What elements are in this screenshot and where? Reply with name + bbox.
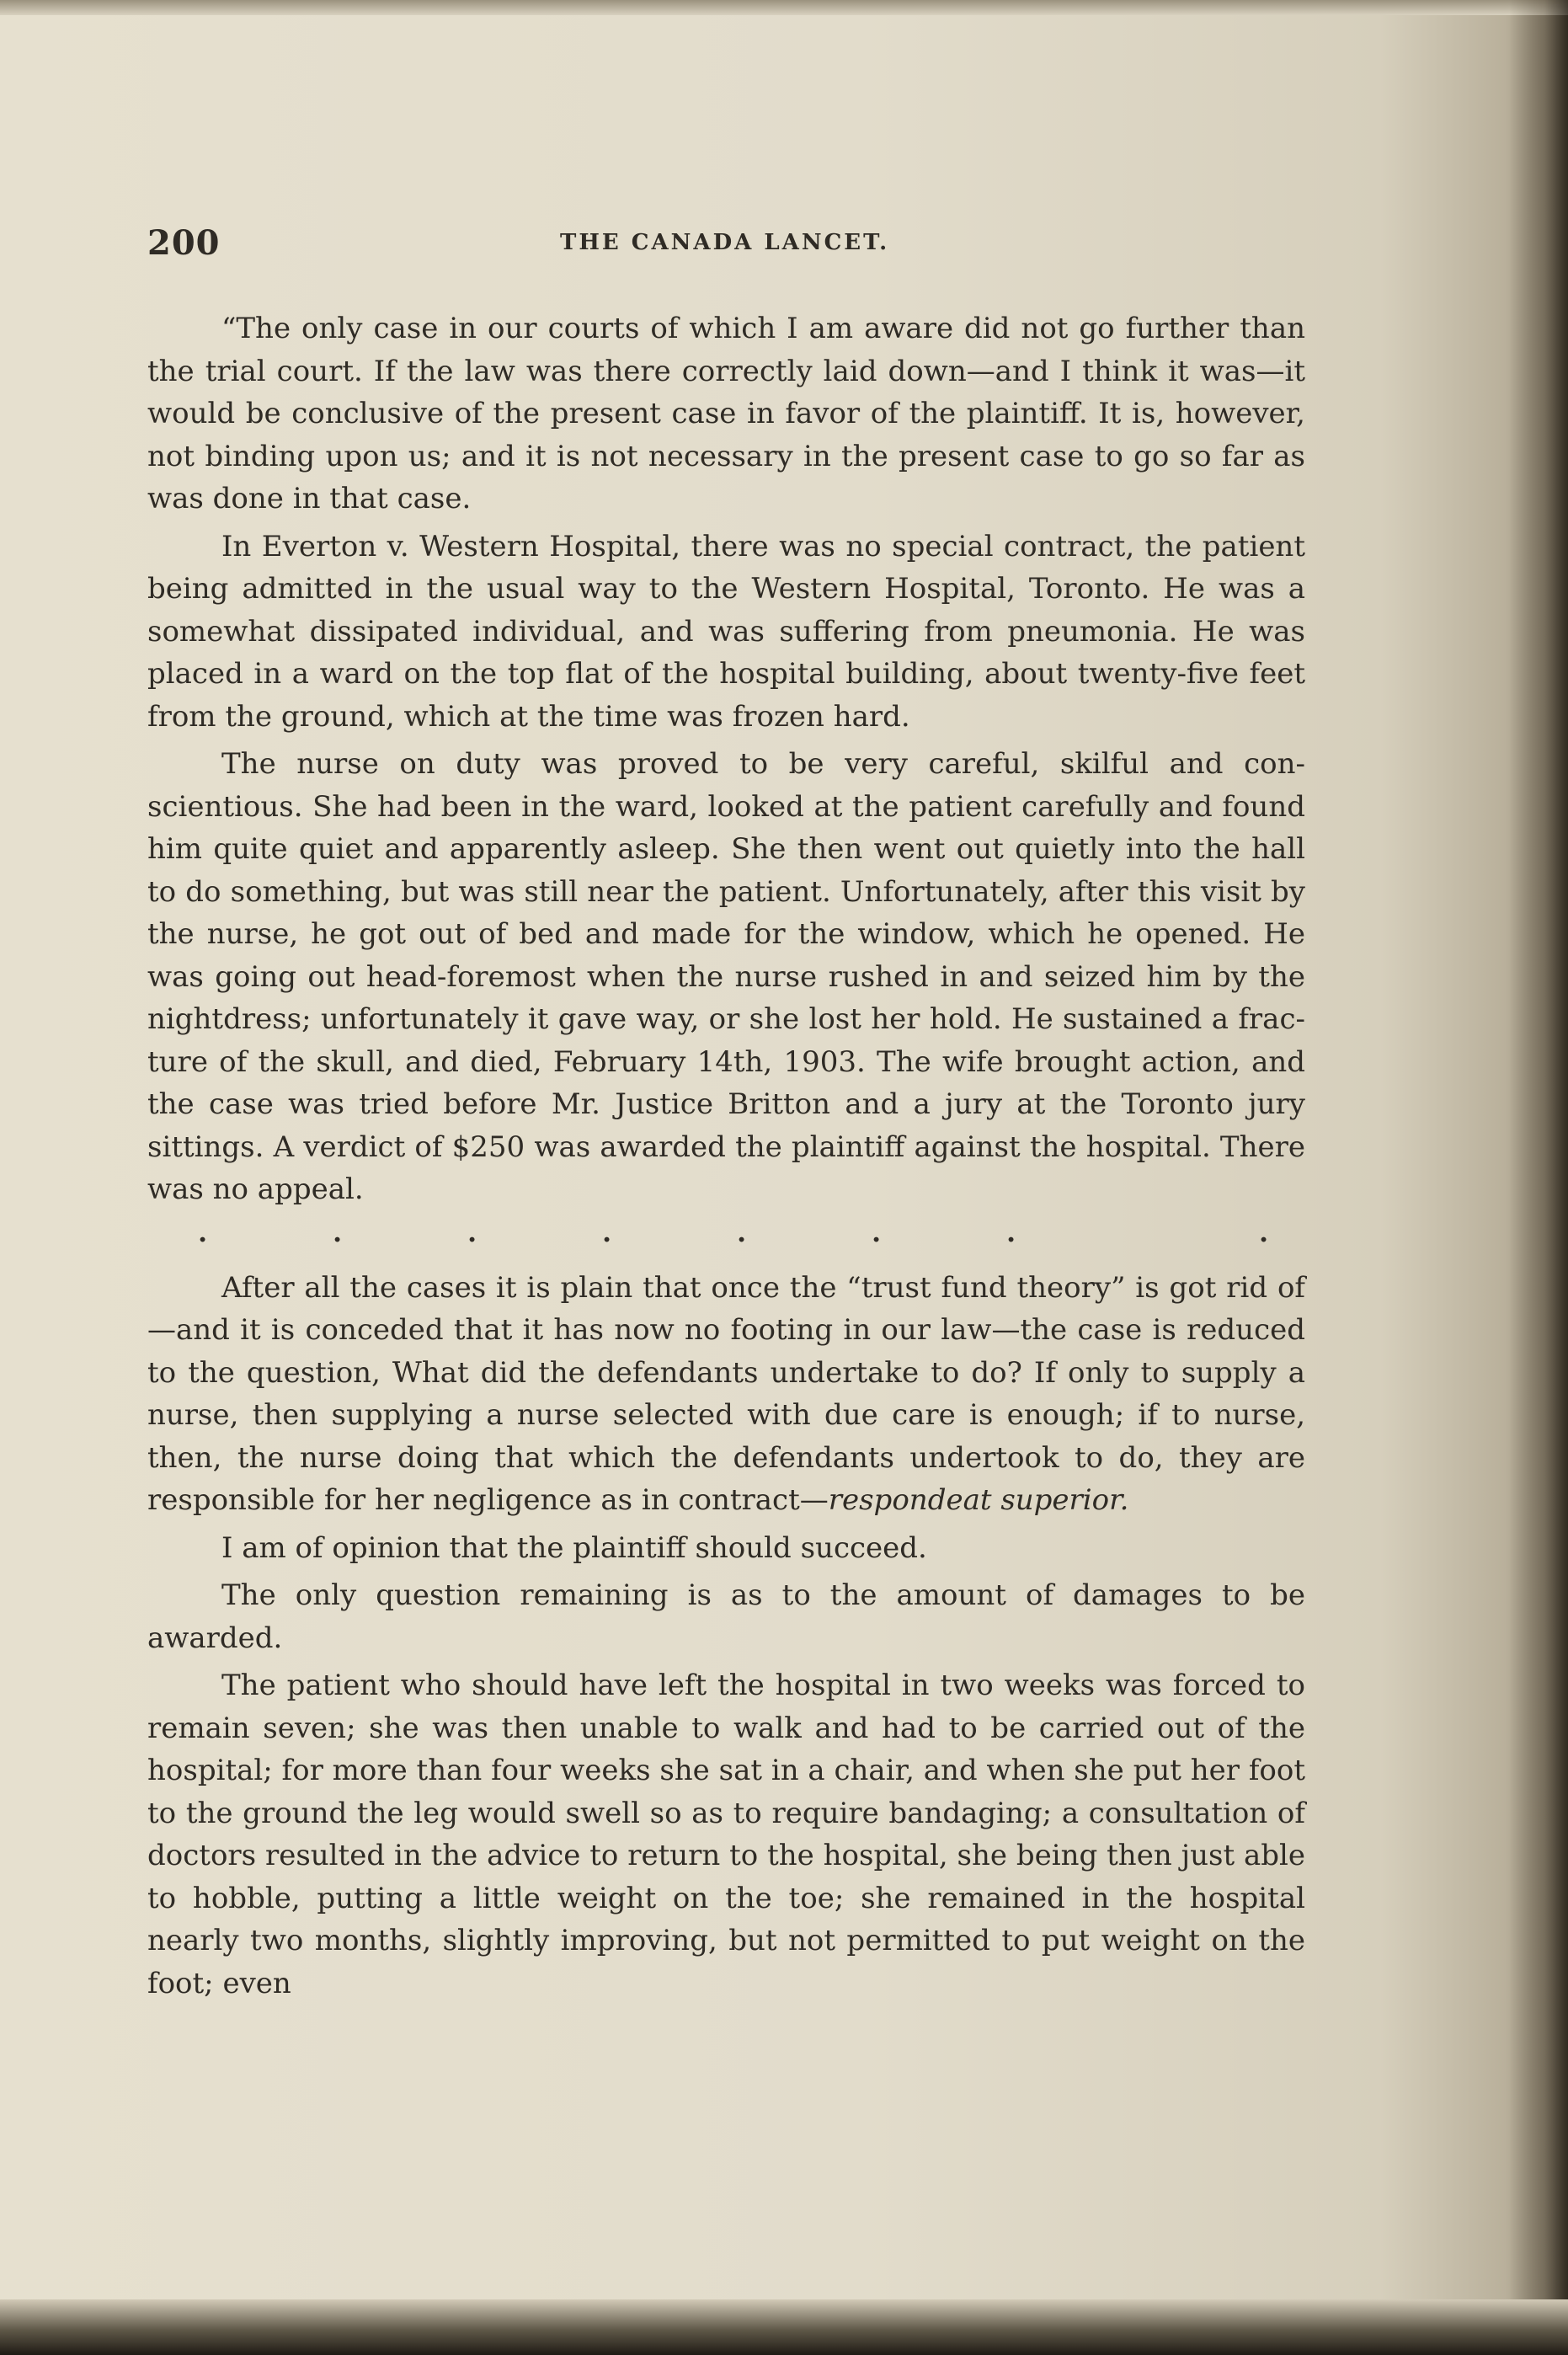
paragraph-4 xyxy=(147,1267,1305,1522)
paragraph-3: The nurse on duty was proved to be very careful, skilful and conscientious. She had been in the ward, looked at the patient carefully and found him quite quiet and apparently asleep. She then went out quietly into the hall to do something, but was still near the patient. Unfortunately, after this visit by the nurse, he got out of bed and made for the window, which he opened. He was going out head-foremost when the nurse rushed in and seized him by the nightdress; unfortunately it gave way, or she lost her hold. He sustained a fracture of the skull, and died, February 14th, 1903. The wife brought action, and the case was tried before Mr. Justice Britton and a jury at the Toronto jury sittings. A verdict of $250 was awarded the plaintiff against the hospital. There was no appeal. xyxy=(147,747,1305,1206)
paragraph-4-text: After all the cases it is plain that once the “trust fund theory” is got rid of—and it is conceded that it has now no footing in our law—the case is reduced to the question, What did the defendants undertake to do? If only to supply a nurse, then supplying a nurse selected with due care is enough; if to nurse, then, the nurse doing that which the defendants undertook to do, they are responsible for her negligence as in contract— xyxy=(147,1270,1305,1517)
ellipsis-dot: . xyxy=(1006,1215,1016,1248)
ellipsis-dot: . xyxy=(737,1215,747,1248)
paragraph-1: “The only case in our courts of which I am aware did not go further than the trial court. If the law was there correctly laid down—and I think it was—it would be conclusive of the present case in favor of the plaintiff. It is, however, not binding upon us; and it is not necessary in the present case to go so far as was done in that case. xyxy=(147,312,1305,515)
latin-phrase: respondeat superior. xyxy=(828,1483,1129,1517)
ellipsis-row xyxy=(147,1216,1305,1262)
paragraph-5: I am of opinion that the plaintiff should succeed. xyxy=(221,1530,927,1565)
ellipsis-dot: . xyxy=(872,1215,882,1248)
ellipsis-dot: . xyxy=(1259,1215,1269,1248)
page-number: 200 xyxy=(147,223,221,263)
book-spine-shadow xyxy=(1509,0,1568,2355)
ellipsis-dot: . xyxy=(602,1215,612,1248)
paragraph-6: The only question remaining is as to the amount of damages to be awarded. xyxy=(147,1578,1305,1655)
paragraph-7: The patient who should have left the hospital in two weeks was forced to remain seven; she was then unable to walk and had to be carried out of the hospital; for more than four weeks she sat in a chair, and when she put her foot to the ground the leg would swell so as to require bandaging; a consultation of doctors resulted in the advice to return to the hospital, she being then just able to hobble, putting a little weight on the toe; she remained in the hospital nearly two months, slightly improving, but not permitted to put weight on the foot; even xyxy=(147,1669,1305,2000)
ellipsis-dot: . xyxy=(467,1215,477,1248)
paragraph-2: In Everton v. Western Hospital, there was no special contract, the patient being admitted in the usual way to the Western Hospital, Toronto. He was a somewhat dissipated individual, and was suffering from pneumonia. He was placed in a ward on the top flat of the hospital building, about twenty-five feet from the ground, which at the time was frozen hard. xyxy=(147,529,1305,734)
ellipsis-dot: . xyxy=(333,1215,343,1248)
running-header xyxy=(147,223,1305,274)
page-top-edge xyxy=(0,0,1568,15)
ellipsis-dot: . xyxy=(198,1215,208,1248)
journal-title: THE CANADA LANCET. xyxy=(560,230,890,255)
page-bottom-edge xyxy=(0,2299,1568,2355)
page-body xyxy=(147,223,1305,2010)
